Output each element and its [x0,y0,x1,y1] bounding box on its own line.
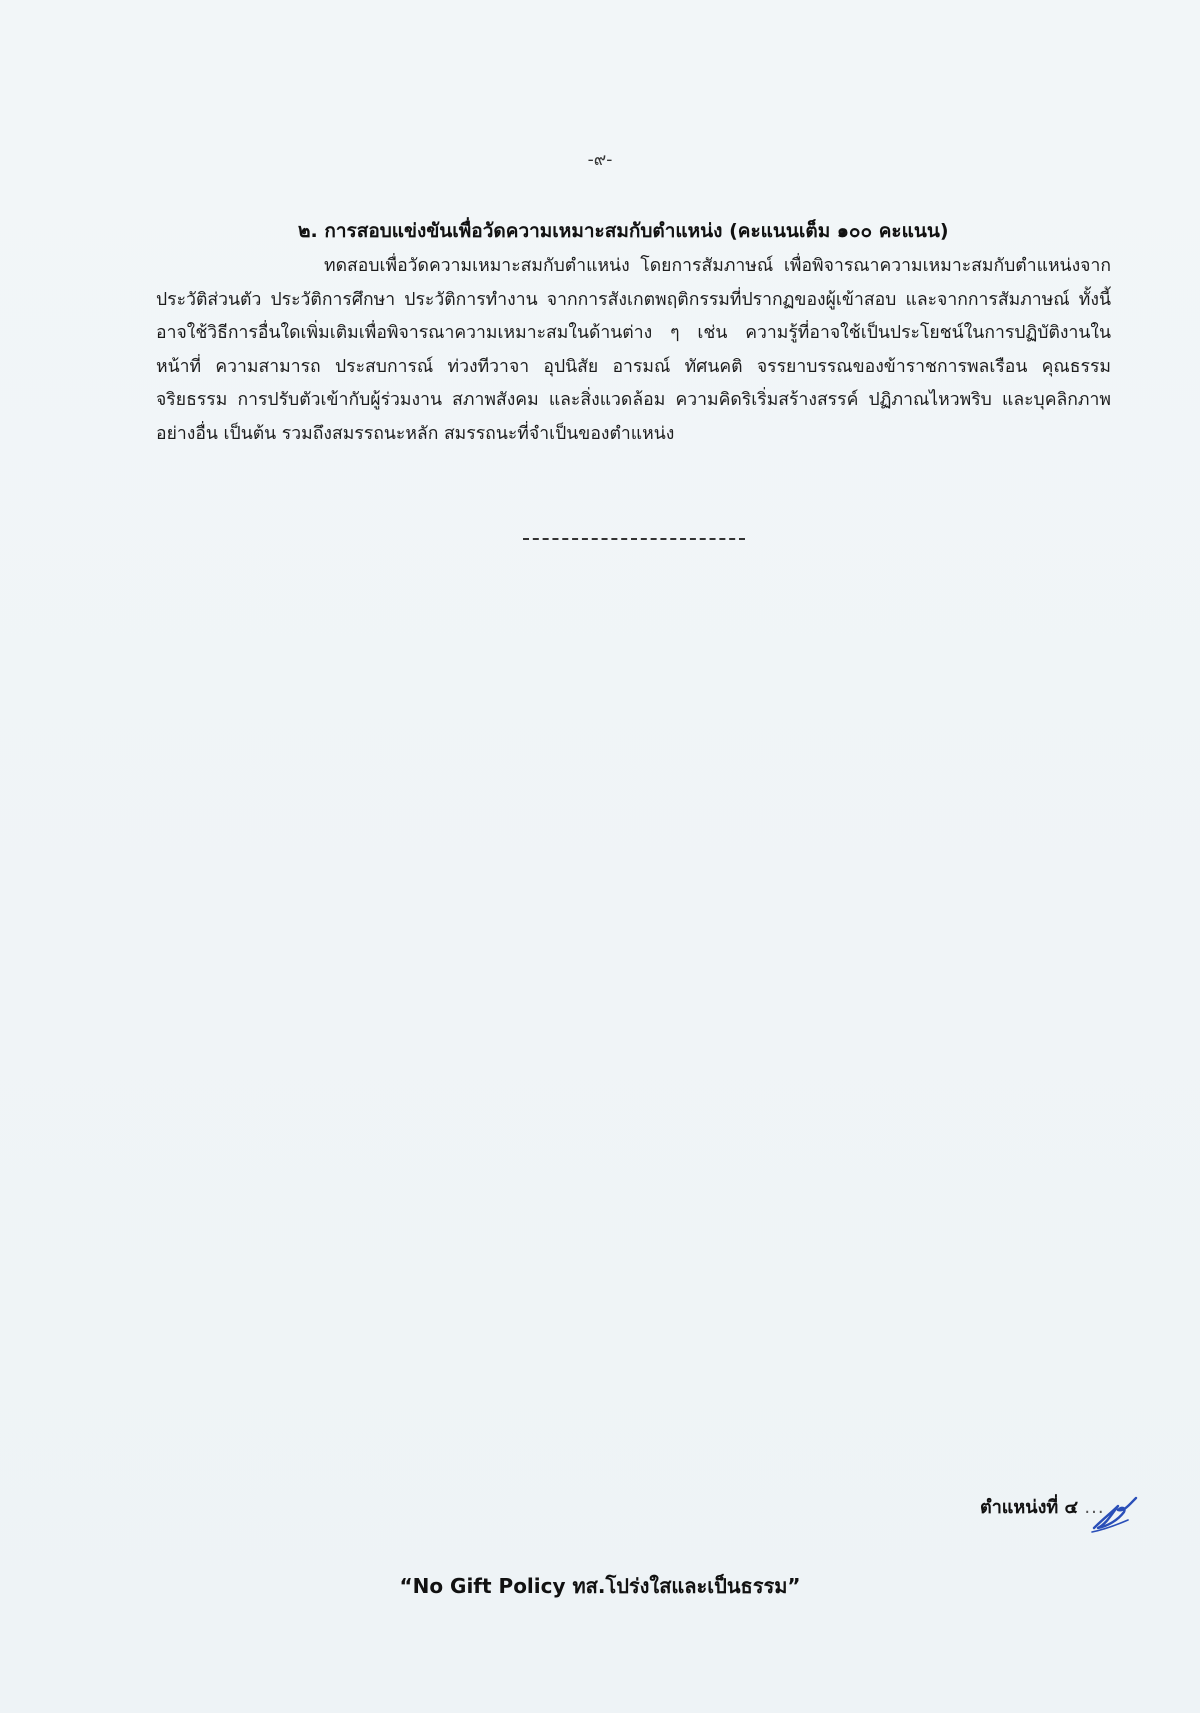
handwritten-signature [1088,1490,1140,1536]
footer-slogan: “No Gift Policy ทส.โปร่งใสและเป็นธรรม” [399,1574,801,1598]
position-dots: ... [1084,1497,1105,1518]
body-paragraph-container [156,250,1111,451]
position-label [980,1492,1105,1521]
section-divider [523,538,745,540]
position-label-text: ตำแหน่งที่ ๔ [980,1497,1079,1518]
body-paragraph-text: ทดสอบเพื่อวัดความเหมาะสมกับตำแหน่ง โดยการสัมภาษณ์ เพื่อพิจารณาความเหมาะสมกับตำแหน่งจากประวัติส่วนตัว ประวัติการศึกษา ประวัติการทำงาน จากการสังเกตพฤติกรรมที่ปรากฏของผู้เข้าสอบ และจากการสัมภาษณ์ ทั้งนี้ อาจใช้วิธีการอื่นใดเพิ่มเติมเพื่อพิจารณาความเหมาะสมในด้านต่าง ๆ เช่น ความรู้ที่อาจใช้เป็นประโยชน์ในการปฏิบัติงานในหน้าที่ ความสามารถ ประสบการณ์ ท่วงทีวาจา อุปนิสัย อารมณ์ ทัศนคติ จรรยาบรรณของข้าราชการพลเรือน คุณธรรม จริยธรรม การปรับตัวเข้ากับผู้ร่วมงาน สภาพสังคม และสิ่งแวดล้อม ความคิดริเริ่มสร้างสรรค์ ปฏิภาณไหวพริบ และบุคลิกภาพอย่างอื่น เป็นต้น รวมถึงสมรรถนะหลัก สมรรถนะที่จำเป็นของตำแหน่ง [156,256,1111,444]
section-heading: ๒. การสอบแข่งขันเพื่อวัดความเหมาะสมกับตำแหน่ง (คะแนนเต็ม ๑๐๐ คะแนน) [298,220,949,242]
body-paragraph [156,250,1111,451]
page-number: -๙- [587,150,613,170]
